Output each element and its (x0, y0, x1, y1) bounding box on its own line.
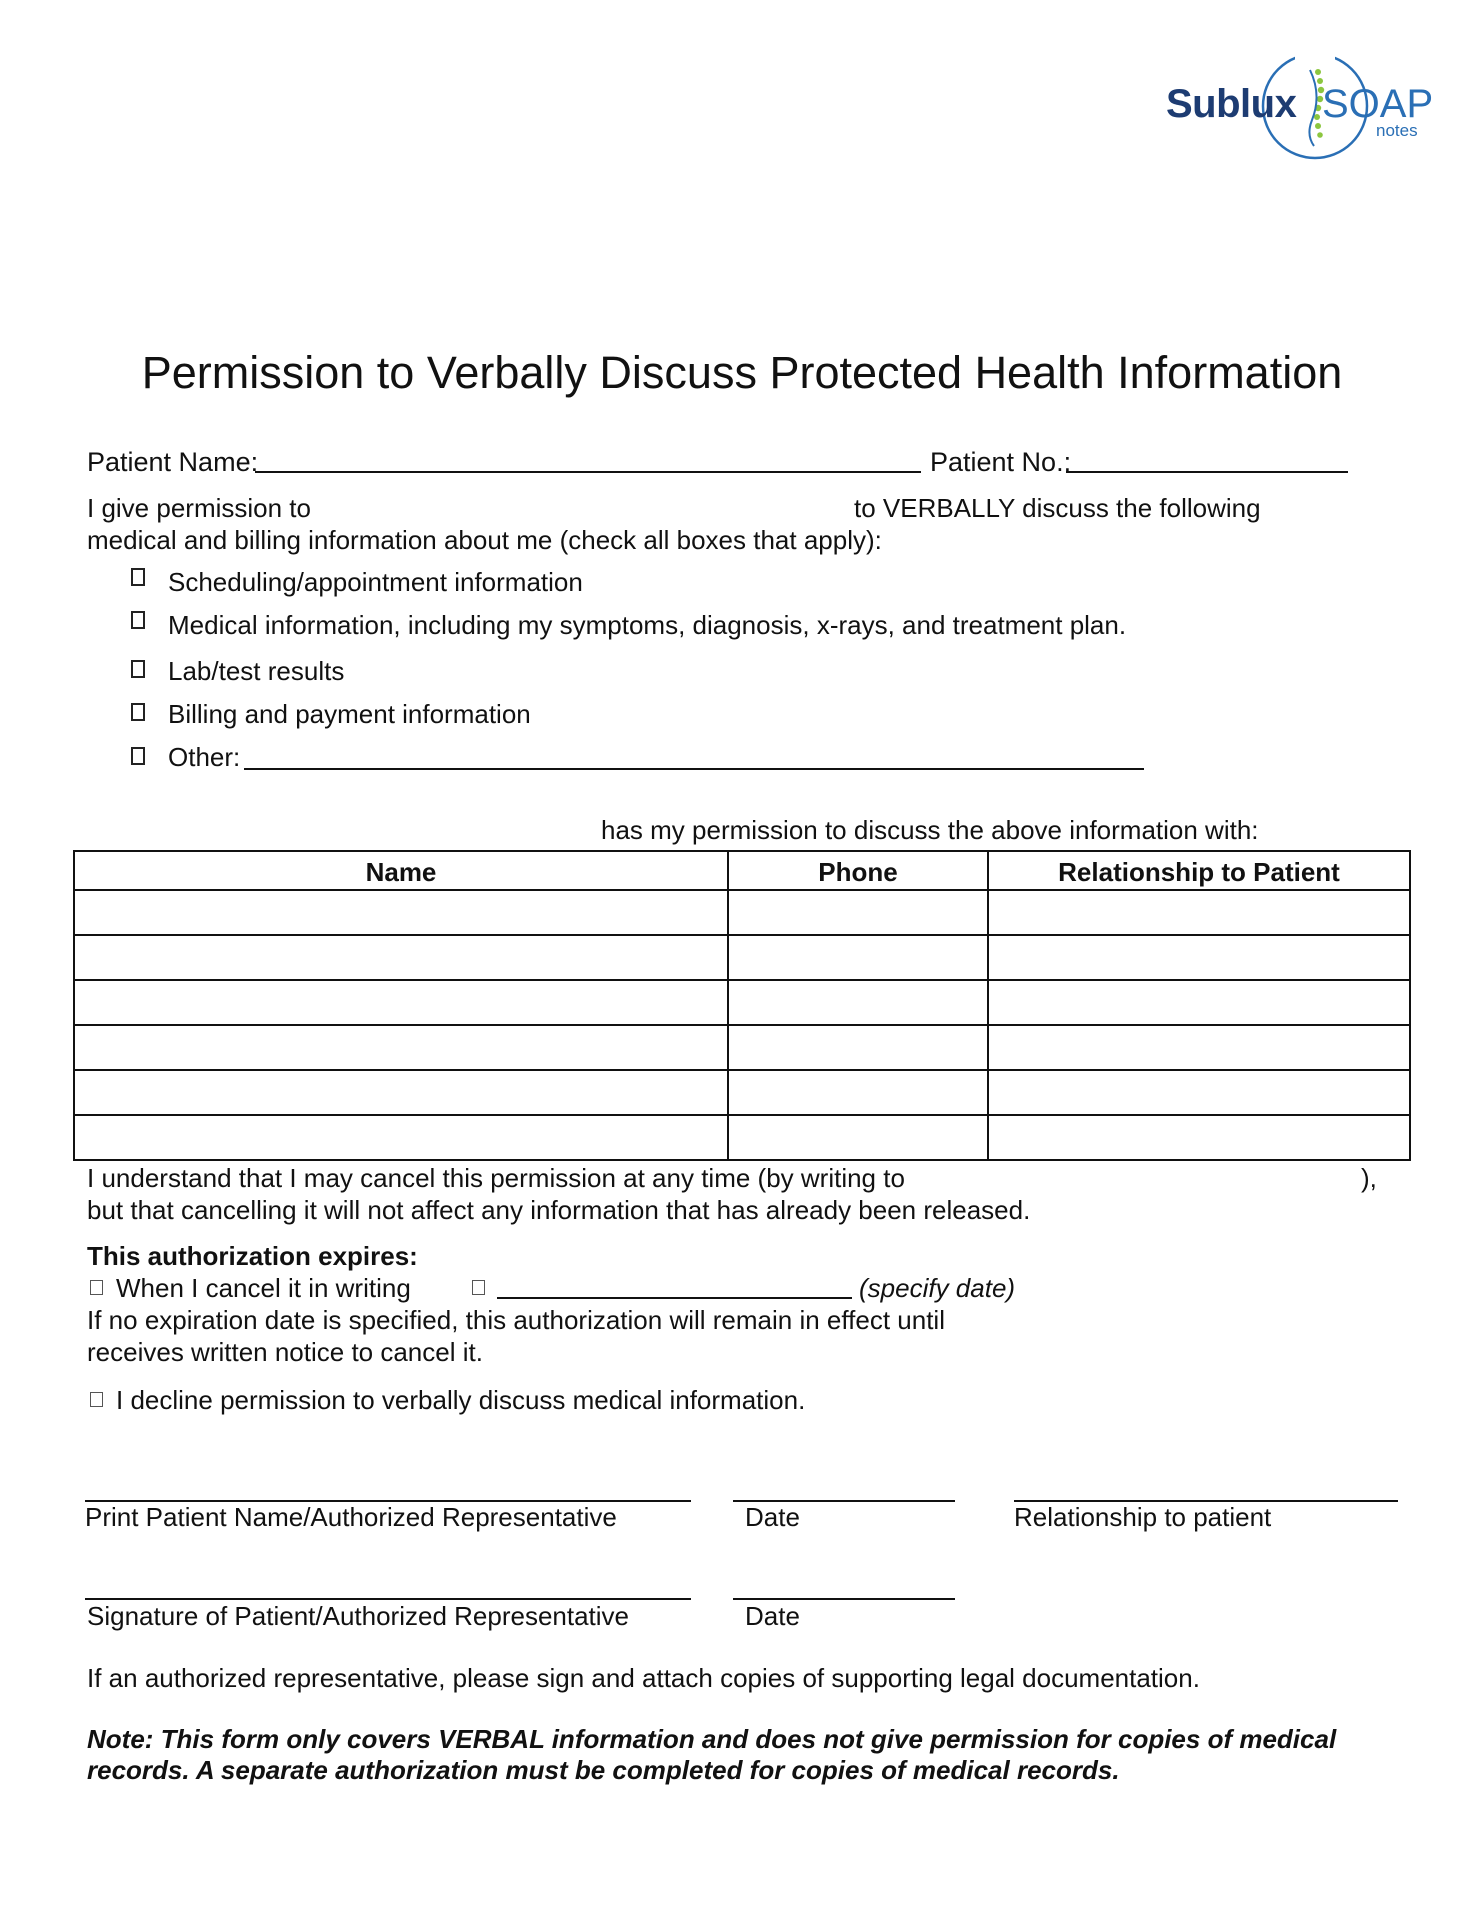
name-cell[interactable] (74, 1115, 728, 1160)
expires-heading: This authorization expires: (87, 1241, 418, 1271)
other-field[interactable] (244, 768, 1144, 770)
relationship-cell[interactable] (988, 980, 1410, 1025)
cancel-text-line2: but that cancelling it will not affect any information that has already been released. (87, 1195, 1031, 1225)
relationship-cell[interactable] (988, 935, 1410, 980)
date2-line[interactable] (733, 1598, 955, 1600)
relationship-cell[interactable] (988, 890, 1410, 935)
table-header-row (74, 851, 1410, 890)
name-cell[interactable] (74, 1025, 728, 1070)
relationship-cell[interactable] (988, 1070, 1410, 1115)
table-row (74, 1025, 1410, 1070)
page-title: Permission to Verbally Discuss Protected Health Information (141, 347, 1343, 398)
checkbox-medical[interactable] (131, 611, 145, 629)
checklist-item-label: Lab/test results (168, 656, 345, 686)
logo-text-notes: notes (1376, 121, 1418, 140)
contacts-table (73, 850, 1411, 1161)
relationship-cell[interactable] (988, 1025, 1410, 1070)
column-header-name: Name (74, 851, 728, 890)
checkbox-expire-date[interactable] (472, 1280, 485, 1295)
checkbox-other[interactable] (131, 747, 145, 765)
checklist-item-label: Medical information, including my symptoms, diagnosis, x-rays, and treatment plan. (168, 610, 1127, 640)
table-row (74, 1070, 1410, 1115)
relationship-label: Relationship to patient (1014, 1502, 1272, 1532)
phone-cell[interactable] (728, 980, 988, 1025)
name-cell[interactable] (74, 890, 728, 935)
table-row (74, 1115, 1410, 1160)
sublux-soap-logo (1160, 50, 1450, 162)
permission-text-end: to VERBALLY discuss the following (854, 493, 1261, 523)
authorized-representative-note: If an authorized representative, please sign and attach copies of supporting legal documentation. (87, 1663, 1200, 1693)
decline-label: I decline permission to verbally discuss medical information. (116, 1385, 806, 1415)
note-line1: Note: This form only covers VERBAL information and does not give permission for copies of medical (87, 1724, 1337, 1754)
column-header-phone: Phone (728, 851, 988, 890)
phone-cell[interactable] (728, 1025, 988, 1070)
expire-cancel-label: When I cancel it in writing (116, 1273, 411, 1303)
patient-name-label: Patient Name: (87, 447, 259, 477)
phone-cell[interactable] (728, 1070, 988, 1115)
relationship-cell[interactable] (988, 1115, 1410, 1160)
checkbox-billing[interactable] (131, 703, 145, 721)
signature-label: Signature of Patient/Authorized Representative (87, 1601, 630, 1631)
table-row (74, 980, 1410, 1025)
permission-text-line2: medical and billing information about me (check all boxes that apply): (87, 525, 882, 555)
phone-cell[interactable] (728, 935, 988, 980)
date1-label: Date (745, 1502, 800, 1532)
logo-text-soap: SOAP (1322, 82, 1434, 126)
expire-date-field[interactable] (497, 1297, 852, 1299)
checklist-item-label: Billing and payment information (168, 699, 531, 729)
discuss-with-text: has my permission to discuss the above information with: (601, 815, 1259, 845)
note-line2: records. A separate authorization must be completed for copies of medical records. (87, 1755, 1120, 1785)
checkbox-scheduling[interactable] (131, 568, 145, 586)
permission-text-start: I give permission to (87, 493, 311, 523)
signature-line[interactable] (85, 1598, 691, 1600)
column-header-relationship: Relationship to Patient (988, 851, 1410, 890)
checklist-item-label: Scheduling/appointment information (168, 567, 583, 597)
date2-label: Date (745, 1601, 800, 1631)
cancel-text-line1-end: ), (1361, 1163, 1377, 1193)
name-cell[interactable] (74, 980, 728, 1025)
name-cell[interactable] (74, 1070, 728, 1115)
phone-cell[interactable] (728, 1115, 988, 1160)
expires-note-line1: If no expiration date is specified, this authorization will remain in effect until (87, 1305, 945, 1335)
table-row (74, 890, 1410, 935)
phone-cell[interactable] (728, 890, 988, 935)
logo-text-sublux: Sublux (1166, 82, 1297, 126)
expire-date-label: (specify date) (859, 1273, 1016, 1303)
name-cell[interactable] (74, 935, 728, 980)
checkbox-expire-cancel[interactable] (90, 1280, 103, 1295)
checkbox-lab-results[interactable] (131, 660, 145, 678)
table-row (74, 935, 1410, 980)
expires-note-line2: receives written notice to cancel it. (87, 1337, 483, 1367)
cancel-text-line1: I understand that I may cancel this permission at any time (by writing to (87, 1163, 905, 1193)
checklist-item-label: Other: (168, 742, 241, 772)
print-name-label: Print Patient Name/Authorized Representative (85, 1502, 617, 1532)
patient-name-field[interactable] (255, 471, 921, 473)
checkbox-decline[interactable] (90, 1392, 103, 1407)
patient-number-label: Patient No.: (930, 447, 1072, 477)
patient-number-field[interactable] (1066, 471, 1348, 473)
